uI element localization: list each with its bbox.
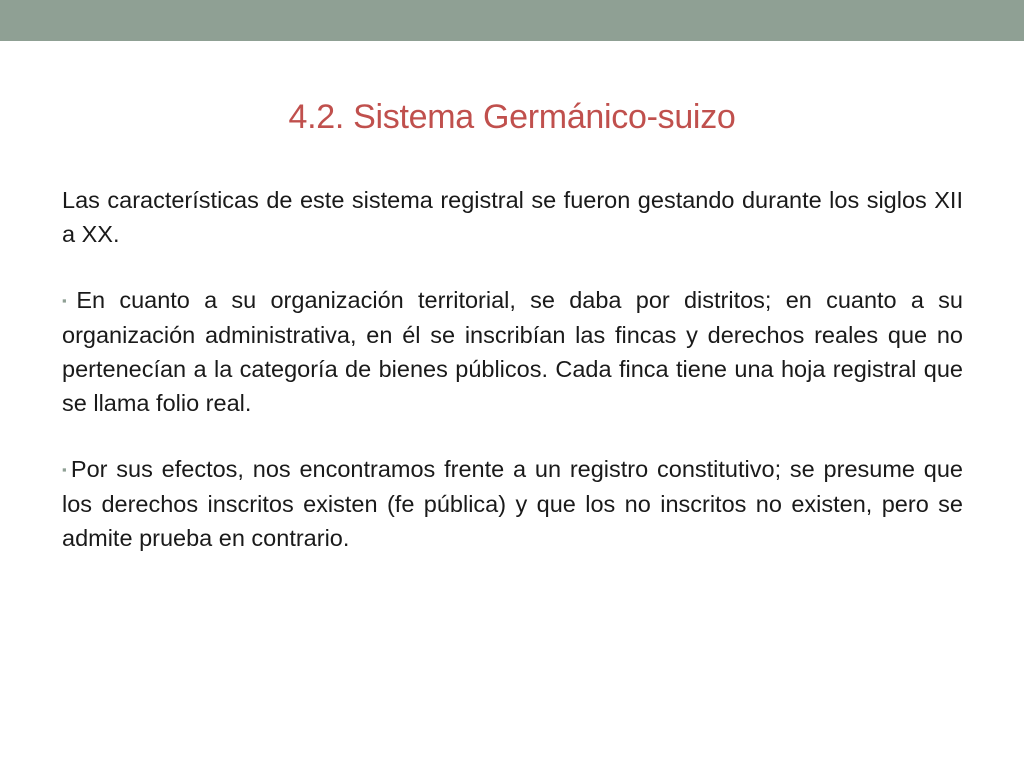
slide-title: 4.2. Sistema Germánico-suizo [288, 98, 736, 136]
square-bullet-icon: ▪ [62, 462, 69, 477]
bullet-item-effects [62, 452, 963, 555]
bullet-text: En cuanto a su organización territorial, se daba por distritos; en cuanto a su organización administrativa, en él se inscribían las fincas y derechos reales que no pertenecían a la categoría de bienes públicos. Cada finca tiene una hoja registral que se llama folio real. [62, 287, 964, 416]
bullet-text: Por sus efectos, nos encontramos frente a un registro constitutivo; se presume que los derechos inscritos existen (fe pública) y que los no inscritos no existen, pero se admite prueba en contrario. [62, 456, 963, 551]
slide-body [62, 183, 963, 555]
square-bullet-icon: ▪ [62, 293, 75, 308]
intro-paragraph: Las características de este sistema registral se fueron gestando durante los siglos XII a XX. [62, 187, 963, 247]
top-accent-bar [0, 0, 1024, 41]
bullet-item-organization [62, 283, 963, 420]
